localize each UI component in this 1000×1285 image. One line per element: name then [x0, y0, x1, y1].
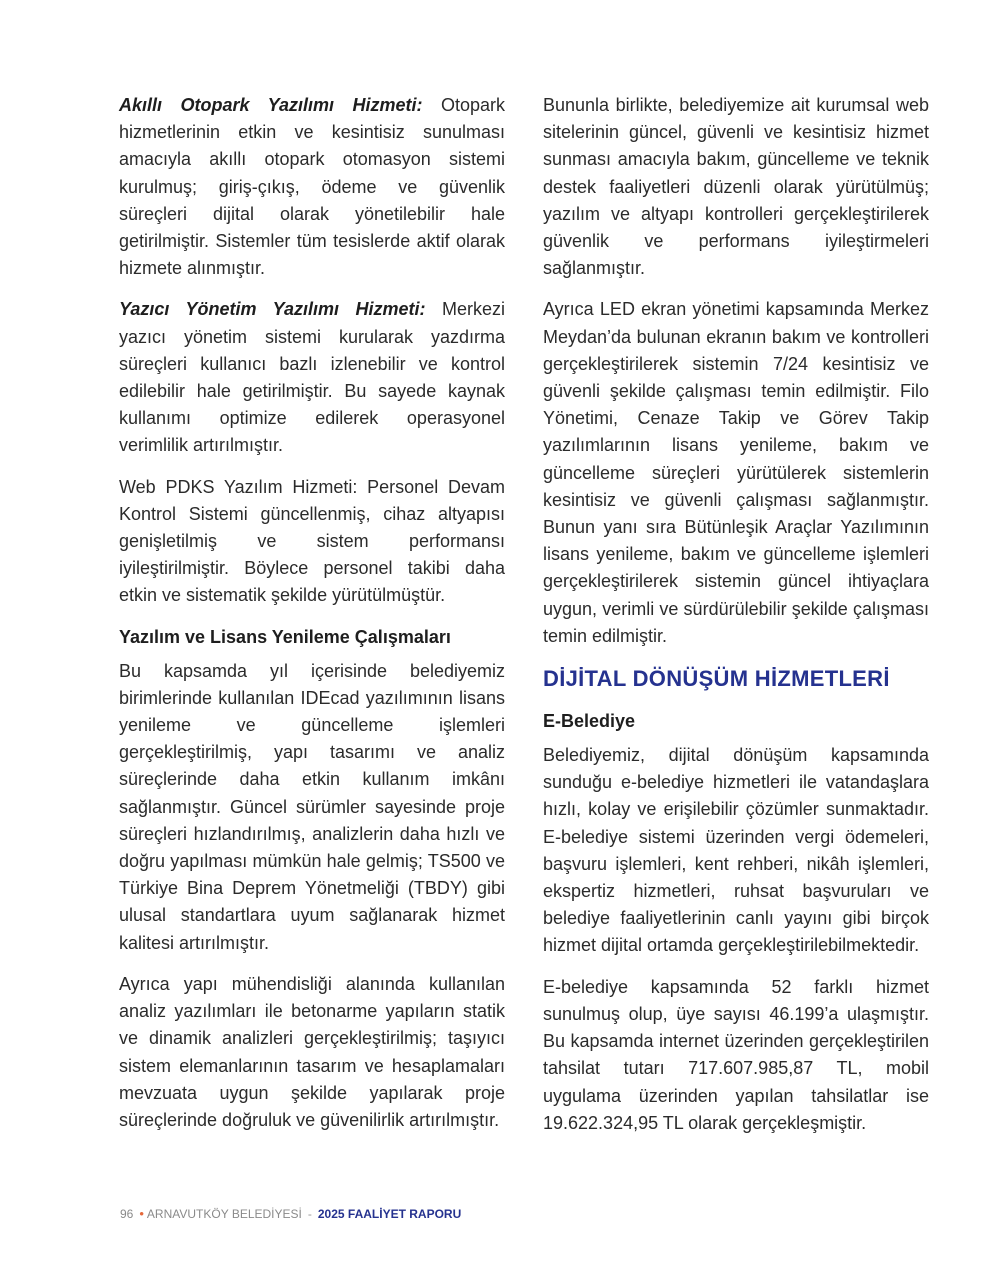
section-title-digital-transformation: DİJİTAL DÖNÜŞÜM HİZMETLERİ — [543, 666, 890, 692]
footer-organization: ARNAVUTKÖY BELEDİYESİ — [146, 1207, 302, 1221]
subheading-e-belediye: E-Belediye — [543, 711, 636, 732]
paragraph-led-screen: Ayrıca LED ekran yönetimi kapsamında Merkez Meydan’da bulunan ekranın bakım ve kontrolleri gerçekleştirilerek sistemin 7/24 kesintisiz ve güvenli şekilde çalışması temin edilmiştir. Filo Yönetimi, Cenaze Takip ve Görev Takip yazılımlarının lisans yenileme, bakım ve güncelleme süreçleri yürütülerek sistemlerin kesintisiz ve güvenli çalışması sağlanmıştır. Bunun yanı sıra Bütünleşik Araçlar Yazılımının lisans yenileme, bakım ve güncelleme işlemleri gerçekleştirilerek sistemin güncel ihtiyaçlara uygun, verimli ve sürdürülebilir şekilde çalışması temin edilmiştir. — [543, 299, 929, 646]
page-footer — [120, 1206, 461, 1221]
paragraph-web-sites: Bununla birlikte, belediyemize ait kurumsal web sitelerinin güncel, güvenli ve kesintisiz hizmet sunması amacıyla bakım, güncelleme ve teknik destek faaliyetleri düzenli olarak yürütülmüş; yazılım ve altyapı kontrolleri gerçekleştirilerek güvenlik ve performans iyileştirmeleri sağlanmıştır. — [543, 95, 929, 279]
page-number: 96 — [120, 1207, 134, 1221]
paragraph-web-pdks: Web PDKS Yazılım Hizmeti: Personel Devam Kontrol Sistemi güncellenmiş, cihaz altyapısı genişletilmiş ve sistem performansı iyileştirilmiştir. Böylece personel takibi daha etkin ve sistematik şekilde yürütülmüştür. — [119, 476, 505, 606]
paragraph-text: Otopark hizmetlerinin etkin ve kesintisiz sunulması amacıyla akıllı otopark otomasyon sistemi kurulmuş; giriş-çıkış, ödeme ve güvenlik süreçleri dijital olarak yönetilebilir hale getirilmiştir. Sistemler tüm tesislerde aktif olarak hizmete alınmıştır. — [119, 95, 505, 279]
paragraph-idecad: Bu kapsamda yıl içerisinde belediyemiz birimlerinde kullanılan IDEcad yazılımının lisans yenileme ve güncelleme işlemleri gerçekleştirilmiş, yapı tasarımı ve analiz süreçlerinde daha etkin kullanım imkânı sağlanmıştır. Güncel sürümler sayesinde proje süreçleri hızlandırılmış, analizlerin daha hızlı ve doğru yapılması mümkün hale gelmiş; TS500 ve Türkiye Bina Deprem Yönetmeliği (TBDY) gibi ulusal standartlara uyum sağlanarak hizmet kalitesi artırılmıştır. — [119, 660, 505, 953]
paragraph-e-belediye-stats: E-belediye kapsamında 52 farklı hizmet sunulmuş olup, üye sayısı 46.199’a ulaşmıştır. Bu kapsamda internet üzerinden gerçekleştirilen tahsilat tutarı 717.607.985,87 TL, mobil uygulama üzerinden yapılan tahsilatlar ise 19.622.324,95 TL olarak gerçekleşmiştir. — [543, 976, 929, 1133]
paragraph-e-belediye-intro: Belediyemiz, dijital dönüşüm kapsamında sunduğu e-belediye hizmetleri ile vatandaşlara hızlı, kolay ve erişilebilir çözümler sunmaktadır. E-belediye sistemi üzerinden vergi ödemeleri, başvuru işlemleri, kent rehberi, nikâh işlemleri, ekspertiz hizmetleri, ruhsat başvuruları ve belediye faaliyetlerinin canlı yayını gibi birçok hizmet dijital ortamda gerçekleştirilebilmektedir. — [543, 745, 929, 956]
left-column — [119, 92, 505, 1148]
paragraph-printer-management — [119, 296, 505, 459]
footer-separator: - — [307, 1207, 312, 1221]
bullet-dot-icon: • — [139, 1206, 144, 1221]
paragraph-structural-analysis: Ayrıca yapı mühendisliği alanında kullanılan analiz yazılımları ile betonarme yapıların statik ve dinamik analizleri gerçekleştirilmiş; taşıyıcı sistem elemanlarının tasarım ve hesaplamaları mevzuata uygun şekilde yapılarak proje süreçlerinde doğruluk ve güvenilirlik artırılmıştır. — [119, 973, 505, 1130]
subheading-software-license: Yazılım ve Lisans Yenileme Çalışmaları — [119, 626, 451, 647]
footer-report-title: 2025 FAALİYET RAPORU — [317, 1207, 462, 1221]
paragraph-lead: Akıllı Otopark Yazılımı Hizmeti: — [119, 95, 423, 115]
paragraph-lead: Yazıcı Yönetim Yazılımı Hizmeti: — [119, 299, 426, 320]
paragraph-smart-parking — [119, 92, 505, 282]
right-column — [543, 92, 929, 1151]
paragraph-text: Merkezi yazıcı yönetim sistemi kurularak yazdırma süreçleri kullanıcı bazlı izlenebilir ve kontrol edilebilir hale getirilmiştir. Bu sayede kaynak kullanımı optimize edilerek operasyonel verimlilik artırılmıştır. — [119, 299, 505, 456]
